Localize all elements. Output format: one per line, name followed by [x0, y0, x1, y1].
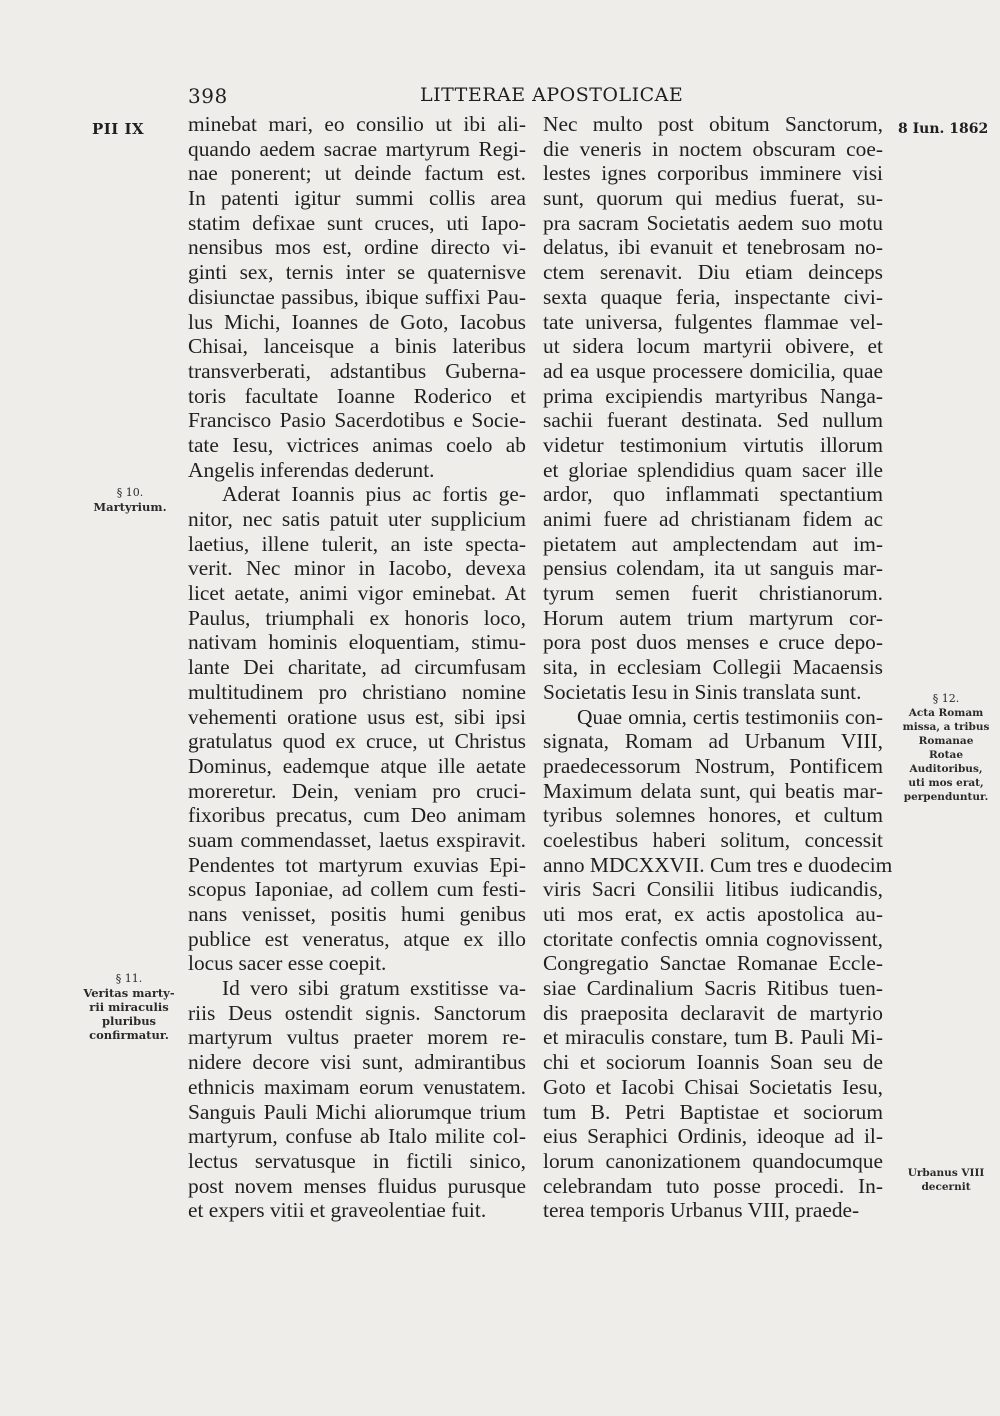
text-line: pora post duos menses e cruce depo- — [543, 630, 883, 655]
text-line: eius Seraphici Ordinis, ideoque ad il- — [543, 1124, 883, 1149]
text-line: laetius, illene tulerit, an iste specta- — [188, 531, 526, 556]
text-line: Pendentes tot martyrum exuvias Epi- — [188, 852, 526, 877]
text-line: Aderat Ioannis pius ac fortis ge- — [222, 482, 526, 507]
text-line: lectus servatusque in fictili sinico, — [188, 1148, 526, 1173]
page-header — [0, 84, 1000, 110]
margin-note-11 — [74, 972, 184, 1042]
text-line: lante Dei charitate, ad circumfusam — [188, 655, 526, 680]
text-line: Chisai, lanceisque a binis lateribus — [188, 334, 526, 359]
date-note: 8 Iun. 1862 — [898, 121, 989, 137]
text-line: nitor, nec satis patuit uter supplicium — [188, 507, 526, 531]
text-line: videtur testimonium virtutis illorum — [543, 432, 883, 457]
margin-note-line: Romanae — [918, 735, 974, 747]
text-line: animi fuere ad christianam fidem ac — [543, 507, 883, 531]
margin-note-10 — [80, 486, 180, 514]
margin-section-number: § 10. — [116, 486, 144, 499]
margin-note-line: missa, a tribus — [902, 721, 990, 733]
text-line: ginti sex, ternis inter se quaternisve — [188, 260, 526, 285]
text-line: tyribus solemnes honores, et cultum — [543, 803, 883, 828]
text-line: nans venisset, positis humi genibus — [188, 902, 526, 926]
text-line: celebrandam tuto posse procedi. In- — [543, 1173, 883, 1198]
text-line: et gloriae splendidius quam sacer ille — [543, 457, 883, 482]
text-line: toris facultate Ioanne Roderico et — [188, 383, 526, 408]
text-column-left — [188, 112, 526, 1223]
margin-note-line: Veritas marty- — [83, 986, 175, 1000]
page-number: 398 — [188, 84, 228, 108]
margin-note-line: rii miraculis — [89, 1000, 169, 1014]
text-line: ethnicis maximam eorum venustatem. — [188, 1074, 526, 1099]
text-line: die veneris in noctem obscuram coe- — [543, 136, 883, 161]
text-line: moreretur. Dein, veniam pro cruci- — [188, 778, 526, 803]
text-line: Quae omnia, certis testimoniis con- — [577, 704, 883, 729]
margin-note-line: pluribus — [101, 1014, 157, 1028]
text-line: nidere decore visi sunt, admirantibus — [188, 1050, 526, 1075]
text-line: multitudinem pro christiano nomine — [188, 679, 526, 704]
side-head: PII IX — [92, 120, 145, 138]
text-line: lus Michi, Ioannes de Goto, Iacobus — [188, 309, 526, 334]
text-line: suam commendasset, laetus exspiravit. — [188, 827, 526, 852]
text-line: nensibus mos est, ordine directo vi- — [188, 235, 526, 260]
text-line: terea temporis Urbanus VIII, praede- — [543, 1198, 860, 1223]
text-line: riis Deus ostendit signis. Sanctorum — [188, 1000, 526, 1025]
text-line: nativam hominis eloquentiam, stimu- — [188, 630, 526, 655]
text-line: minebat mari, eo consilio ut ibi ali- — [188, 112, 526, 136]
text-line: ctoritate confectis omnia cognovissent, — [543, 926, 883, 951]
text-line: Paulus, triumphali ex honoris loco, — [188, 605, 526, 630]
margin-note-urbanus — [896, 1166, 996, 1194]
text-line: Francisco Pasio Sacerdotibus e Socie- — [188, 408, 526, 433]
text-line: quando aedem sacrae martyrum Regi- — [188, 136, 526, 161]
text-line: siae Cardinalium Sacris Ritibus tuen- — [543, 976, 883, 1001]
text-line: uti mos erat, ex actis apostolica au- — [543, 902, 883, 926]
text-line: Angelis inferendas dederunt. — [188, 457, 435, 482]
text-line: sachii fuerant destinata. Sed nullum — [543, 408, 883, 433]
text-line: tum B. Petri Baptistae et sociorum — [543, 1099, 883, 1124]
text-line: praedecessorum Nostrum, Pontificem — [543, 753, 883, 778]
margin-note-12 — [896, 692, 996, 804]
text-line: prima excipiendis martyribus Nanga- — [543, 383, 883, 408]
text-line: ad ea usque processere domicilia, quae — [543, 358, 883, 383]
text-line: nae ponerent; ut deinde factum est. — [188, 161, 526, 186]
text-line: sexta quaque feria, inspectante civi- — [543, 284, 883, 309]
text-line: ardor, quo inflammati spectantium — [543, 482, 883, 507]
text-line: chi et sociorum Ioannis Soan seu de — [543, 1050, 883, 1075]
margin-note-line: perpenduntur. — [903, 791, 989, 803]
text-line: In patenti igitur summi collis area — [188, 186, 526, 211]
text-line: anno MDCXXVII. Cum tres e duodecim — [543, 852, 893, 877]
text-line: et miraculis constare, tum B. Pauli Mi- — [543, 1025, 883, 1050]
text-line: sunt, quorum qui medius fuerat, su- — [543, 186, 883, 211]
text-line: dis praeposita declaravit de martyrio — [543, 1000, 883, 1025]
text-line: signata, Romam ad Urbanum VIII, — [543, 729, 883, 754]
text-line: Horum autem trium martyrum cor- — [543, 605, 883, 630]
text-line: lestes ignes corporibus imminere visi — [543, 161, 883, 186]
margin-section-number: § 11. — [115, 972, 143, 985]
text-line: tate Iesu, victrices animas coelo ab — [188, 432, 526, 457]
margin-note-line: Rotae — [928, 749, 964, 761]
text-line: Maximum delata sunt, qui beatis mar- — [543, 778, 883, 803]
text-line: publice est veneratus, atque ex illo — [188, 926, 526, 951]
margin-note-line: decernit — [921, 1181, 971, 1193]
margin-note-line: Martyrium. — [93, 500, 167, 514]
text-column-right — [543, 112, 893, 1223]
text-line: martyrum vultus praeter morem re- — [188, 1025, 526, 1050]
text-line: transverberati, adstantibus Guberna- — [188, 358, 526, 383]
text-line: ctem serenavit. Diu etiam deinceps — [543, 260, 883, 285]
text-line: statim defixae sunt cruces, uti Iapo- — [188, 210, 526, 235]
text-line: fixoribus precatus, cum Deo animam — [188, 803, 526, 828]
margin-note-line: Urbanus VIII — [907, 1167, 985, 1179]
text-line: verit. Nec minor in Iacobo, devexa — [188, 556, 526, 581]
text-line: scopus Iaponiae, ad collem cum festi- — [188, 877, 526, 902]
text-line: tyrum semen fuerit christianorum. — [543, 581, 883, 606]
running-title: LITTERAE APOSTOLICAE — [420, 84, 684, 106]
margin-section-number: § 12. — [932, 692, 960, 705]
text-line: vehementi oratione usus est, sibi ipsi — [188, 704, 526, 729]
text-line: Nec multo post obitum Sanctorum, — [543, 112, 883, 136]
text-line: Dominus, eademque atque ille aetate — [188, 753, 526, 778]
margin-note-line: Auditoribus, — [909, 763, 983, 775]
margin-note-line: Acta Romam — [908, 707, 984, 719]
margin-note-line: uti mos erat, — [908, 777, 984, 789]
text-line: Societatis Iesu in Sinis translata sunt. — [543, 679, 862, 704]
text-line: martyrum, confuse ab Italo milite col- — [188, 1124, 526, 1149]
text-line: locus sacer esse coepit. — [188, 951, 387, 976]
text-line: coelestibus haberi solitum, concessit — [543, 827, 883, 852]
text-line: et expers vitii et graveolentiae fuit. — [188, 1198, 487, 1223]
text-line: viris Sacri Consilii litibus iudicandis, — [543, 877, 883, 902]
text-line: Sanguis Pauli Michi aliorumque trium — [188, 1099, 526, 1124]
text-line: disiunctae passibus, ibique suffixi Pau- — [188, 284, 526, 309]
text-line: pra sacram Societatis aedem suo motu — [543, 210, 883, 235]
text-line: pietatem aut amplectendam aut im- — [543, 531, 883, 556]
text-line: lorum canonizationem quandocumque — [543, 1148, 883, 1173]
text-line: Id vero sibi gratum exstitisse va- — [222, 976, 526, 1001]
text-line: Congregatio Sanctae Romanae Eccle- — [543, 951, 883, 976]
margin-note-line: confirmatur. — [89, 1028, 169, 1042]
text-line: pensius colendam, ita ut sanguis mar- — [543, 556, 883, 581]
text-line: delatus, ibi evanuit et tenebrosam no- — [543, 235, 883, 260]
text-line: Goto et Iacobi Chisai Societatis Iesu, — [543, 1074, 883, 1099]
text-line: post novem menses fluidus purusque — [188, 1173, 526, 1198]
text-line: ut sidera locum martyrii obivere, et — [543, 334, 883, 359]
text-line: licet aetate, animi vigor eminebat. At — [188, 581, 526, 606]
text-line: sita, in ecclesiam Collegii Macaensis — [543, 655, 883, 680]
text-line: gratulatus quod ex cruce, ut Christus — [188, 729, 526, 754]
text-line: tate universa, fulgentes flammae vel- — [543, 309, 883, 334]
